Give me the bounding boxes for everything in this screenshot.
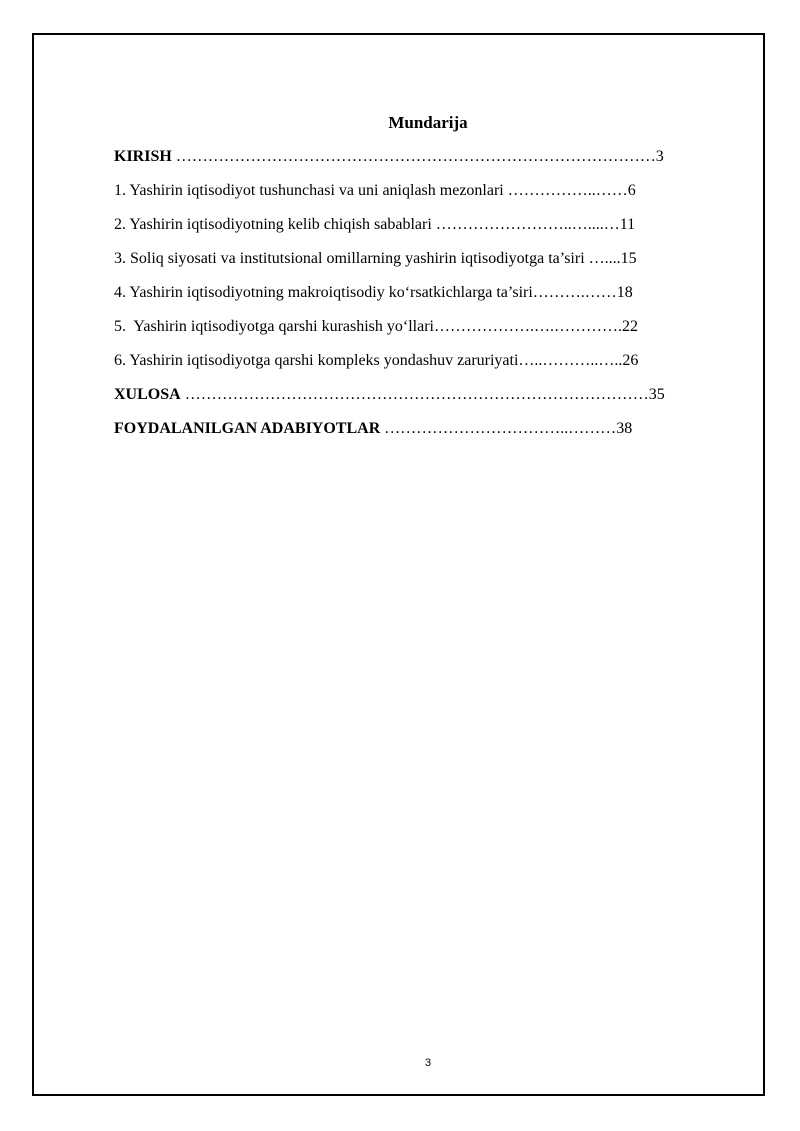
toc-entry-label: 3. Soliq siyosati va institutsional omillarning yashirin iqtisodiyotga ta’siri xyxy=(114,250,585,267)
toc-entry-page: 35 xyxy=(648,386,665,403)
toc-entry-label: 4. Yashirin iqtisodiyotning makroiqtisodiy ko‘rsatkichlarga ta’siri xyxy=(114,284,533,301)
toc-entry-5[interactable] xyxy=(114,317,638,337)
toc-entry-label: 6. Yashirin iqtisodiyotga qarshi kompleks yondashuv zaruriyati xyxy=(114,352,519,369)
toc-entry-page: 15 xyxy=(620,250,637,267)
toc-entry-page: 18 xyxy=(616,284,633,301)
toc-entry-label: 5. Yashirin iqtisodiyotga qarshi kurashish yo‘llari xyxy=(114,318,434,335)
toc-entry-page: 38 xyxy=(616,420,633,437)
toc-entry-page: 22 xyxy=(621,318,638,335)
toc-entry-leader: …………………………………………………………………………… xyxy=(180,386,649,403)
toc-entry-leader: ……………………………………………………………………………… xyxy=(171,148,656,165)
toc-entry-page: 11 xyxy=(619,216,636,233)
toc-entry-adabiyotlar[interactable] xyxy=(114,419,632,439)
toc-entry-label: 1. Yashirin iqtisodiyot tushunchasi va uni aniqlash mezonlari xyxy=(114,182,504,199)
toc-entry-label: FOYDALANILGAN ADABIYOTLAR xyxy=(114,420,381,437)
toc-entry-label: 2. Yashirin iqtisodiyotning kelib chiqish sabablari xyxy=(114,216,432,233)
toc-entry-label: KIRISH xyxy=(114,148,172,165)
toc-entry-4[interactable] xyxy=(114,283,633,303)
toc-entry-3[interactable] xyxy=(114,249,637,269)
toc-entry-1[interactable] xyxy=(114,181,636,201)
toc-entry-leader: ……………………..…....… xyxy=(431,216,620,233)
toc-entry-kirish[interactable] xyxy=(114,147,664,167)
toc-entry-label: XULOSA xyxy=(114,386,181,403)
page-number: 3 xyxy=(424,1057,432,1069)
toc-entry-xulosa[interactable] xyxy=(114,385,665,405)
toc-entry-leader: ……………..…… xyxy=(503,182,628,199)
toc-title: Mundarija xyxy=(388,113,468,132)
toc-entry-leader: …..………..….. xyxy=(518,352,623,369)
toc-entry-6[interactable] xyxy=(114,351,638,371)
toc-entry-page: 6 xyxy=(627,182,636,199)
toc-entry-leader: ……………….….…………. xyxy=(433,318,622,335)
toc-entry-leader: ……….…… xyxy=(532,284,617,301)
toc-entry-page: 26 xyxy=(622,352,639,369)
toc-entry-page: 3 xyxy=(655,148,664,165)
toc-entry-leader: ….... xyxy=(584,250,621,267)
toc-entry-leader: ……………………………..……… xyxy=(380,420,617,437)
toc-entry-2[interactable] xyxy=(114,215,635,235)
